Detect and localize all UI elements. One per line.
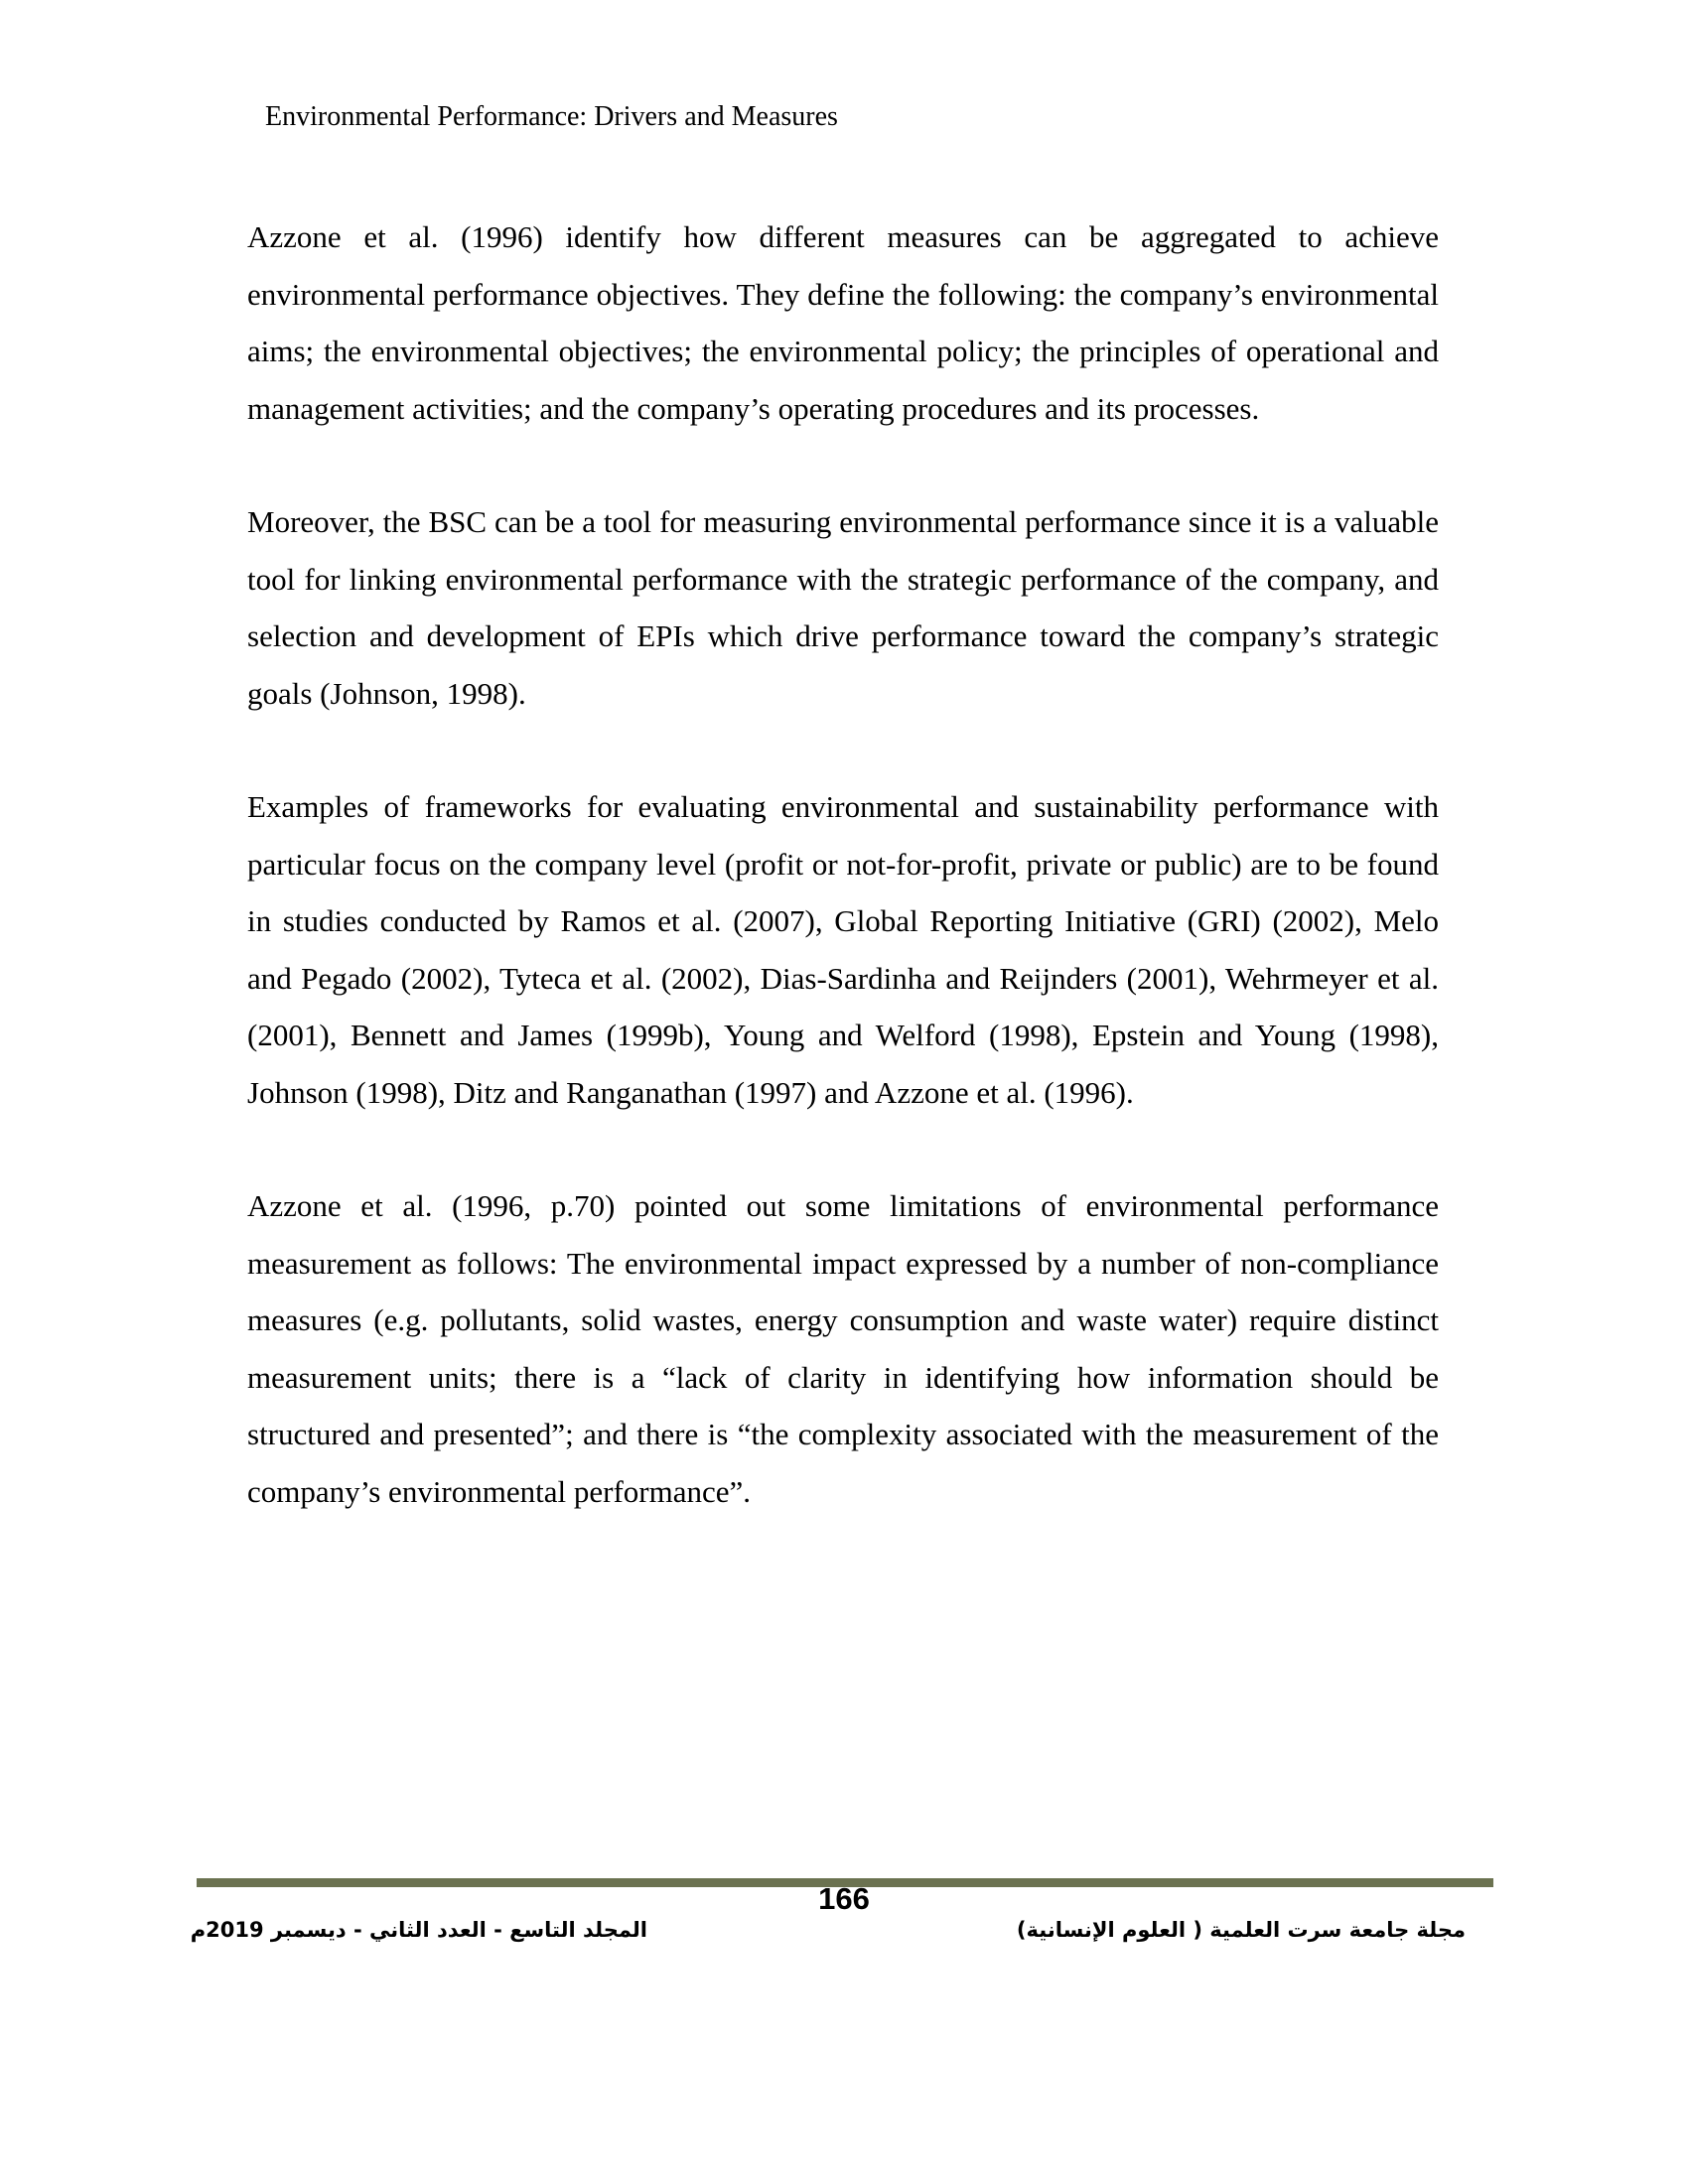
article-body [247, 208, 1439, 1576]
paragraph-1: Azzone et al. (1996) identify how different measures can be aggregated to achieve environmental performance objectives. They define the following: the company’s environmental aims; the environmental objectives; the environmental policy; the principles of operational and management activities; and the company’s operating procedures and its processes. [247, 219, 1439, 426]
running-header: Environmental Performance: Drivers and Measures [265, 101, 838, 132]
paragraph-2: Moreover, the BSC can be a tool for measuring environmental performance since it is a valuable tool for linking environmental performance with the strategic performance of the company, and selection and development of EPIs which drive performance toward the company’s strategic goals (Johnson, 1998). [247, 504, 1439, 711]
page-number: 166 [818, 1881, 870, 1916]
paragraph-4: Azzone et al. (1996, p.70) pointed out some limitations of environmental performance measurement as follows: The environmental impact expressed by a number of non-compliance measures (e.g. pollutants, solid wastes, energy consumption and waste water) require distinct measurement units; there is a “lack of clarity in identifying how information should be structured and presented”; and there is “the complexity associated with the measurement of the company’s environmental performance”. [247, 1188, 1439, 1509]
footer-issue-info: المجلد التاسع - العدد الثاني - ديسمبر 2019م [190, 1918, 647, 1942]
footer-journal-name: مجلة جامعة سرت العلمية ( العلوم الإنسانية) [1016, 1918, 1466, 1942]
paragraph-3: Examples of frameworks for evaluating environmental and sustainability performance with particular focus on the company level (profit or not-for-profit, private or public) are to be found in studies conducted by Ramos et al. (2007), Global Reporting Initiative (GRI) (2002), Melo and Pegado (2002), Tyteca et al. (2002), Dias-Sardinha and Reijnders (2001), Wehrmeyer et al. (2001), Bennett and James (1999b), Young and Welford (1998), Epstein and Young (1998), Johnson (1998), Ditz and Ranganathan (1997) and Azzone et al. (1996). [247, 789, 1439, 1110]
